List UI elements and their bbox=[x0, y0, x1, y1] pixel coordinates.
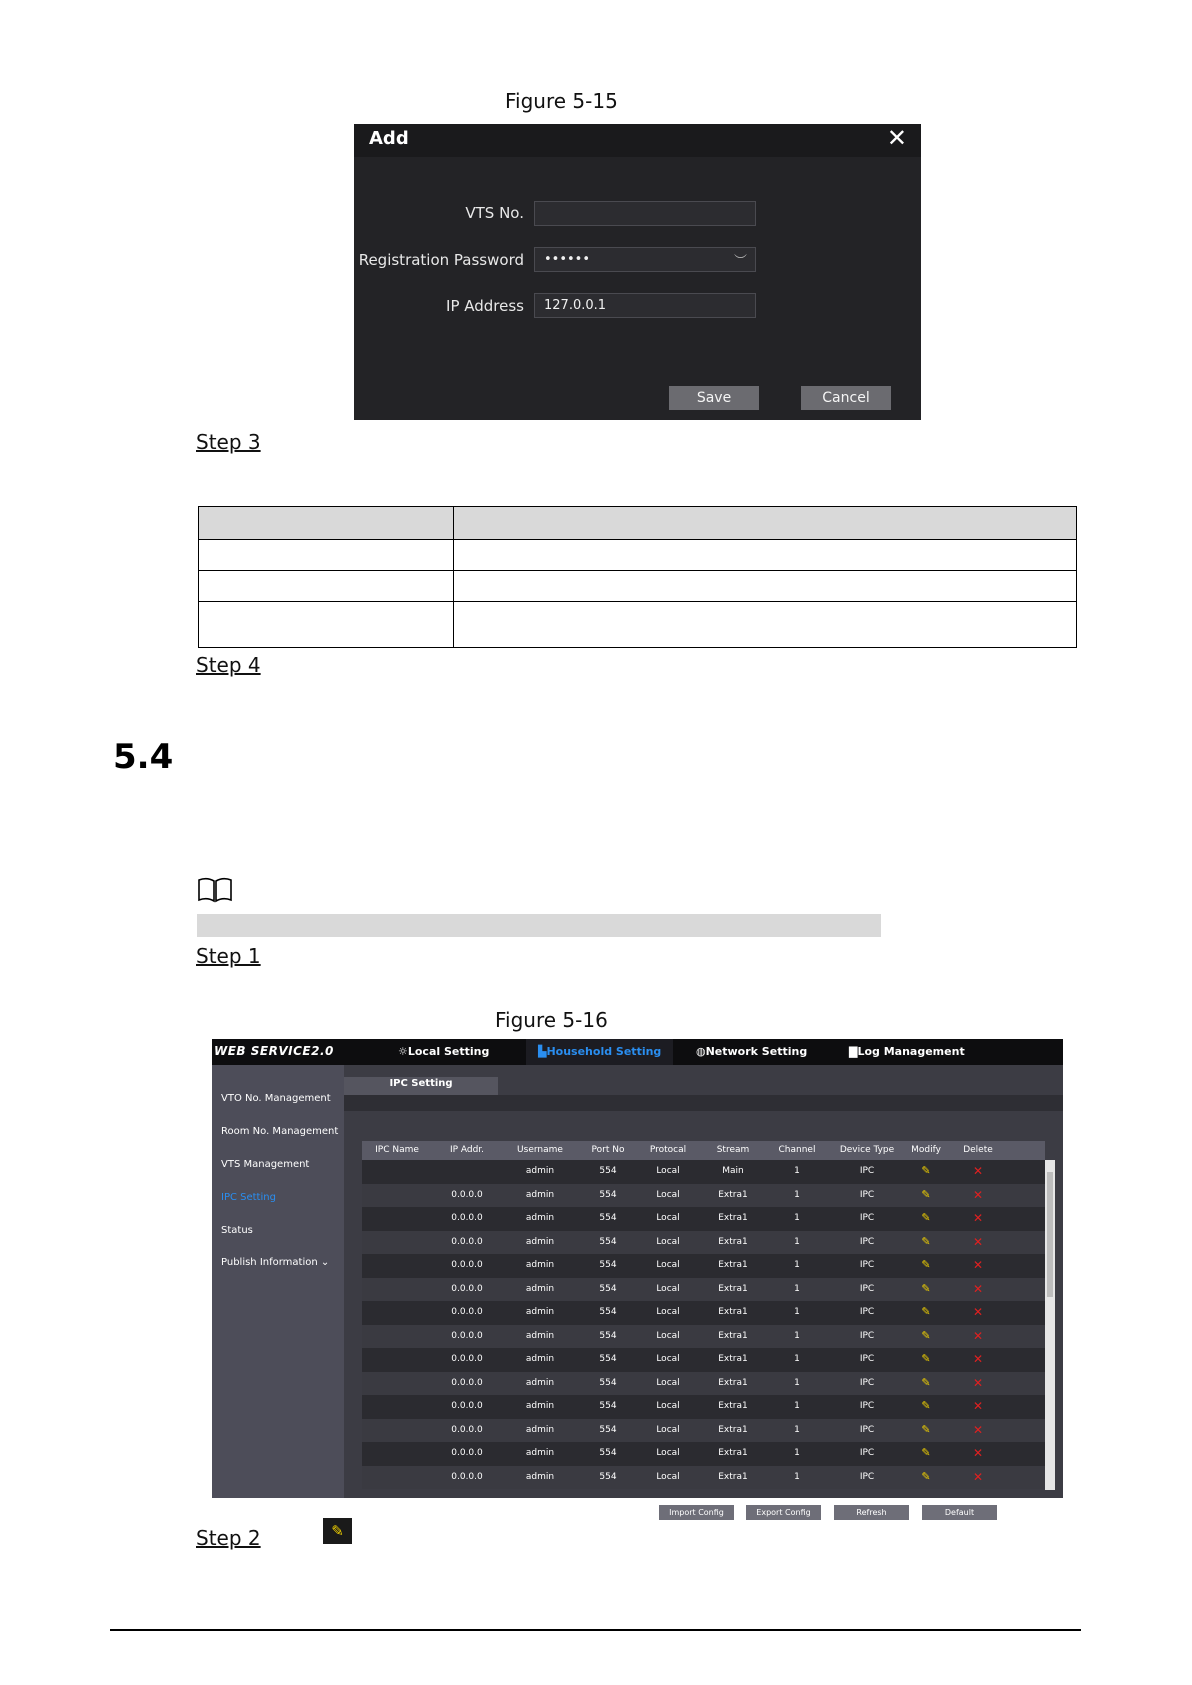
table-cell: Extra1 bbox=[718, 1213, 748, 1223]
table-cell: Local bbox=[656, 1448, 680, 1458]
nav-log-management[interactable]: ▇Log Management bbox=[849, 1045, 965, 1058]
dialog-title: Add bbox=[369, 128, 409, 149]
delete-x-icon[interactable]: ✕ bbox=[972, 1305, 984, 1319]
table-cell: 1 bbox=[794, 1166, 800, 1176]
modify-pencil-icon[interactable]: ✎ bbox=[921, 1211, 931, 1224]
table-cell: 0.0.0.0 bbox=[451, 1424, 483, 1435]
scrollbar-thumb[interactable] bbox=[1047, 1172, 1053, 1297]
modify-pencil-icon[interactable]: ✎ bbox=[921, 1446, 931, 1459]
table-cell: Extra1 bbox=[718, 1471, 748, 1482]
table-cell: 1 bbox=[794, 1189, 800, 1200]
ipc-table-body bbox=[362, 1160, 1045, 1490]
delete-x-icon[interactable]: ✕ bbox=[972, 1399, 984, 1413]
table-row[interactable] bbox=[362, 1254, 1045, 1278]
table-cell: 554 bbox=[599, 1166, 617, 1176]
vertical-scrollbar[interactable] bbox=[1045, 1160, 1055, 1490]
table-cell: admin bbox=[525, 1189, 555, 1200]
column-header: Username bbox=[517, 1145, 563, 1155]
table-cell: 0.0.0.0 bbox=[451, 1307, 483, 1317]
delete-x-icon[interactable]: ✕ bbox=[972, 1469, 984, 1484]
web-service-logo: WEB SERVICE2.0 bbox=[214, 1044, 334, 1058]
table-cell: Local bbox=[656, 1260, 680, 1270]
column-header: Channel bbox=[778, 1145, 816, 1155]
sidebar-item-publish-information[interactable]: Publish Information ⌄ bbox=[221, 1257, 330, 1268]
edit-pencil-icon: ✎ bbox=[323, 1518, 352, 1544]
table-row[interactable] bbox=[362, 1395, 1045, 1419]
top-nav-bar bbox=[212, 1039, 1063, 1065]
sidebar-item-vts-management[interactable]: VTS Management bbox=[221, 1159, 310, 1170]
table-row[interactable] bbox=[362, 1372, 1045, 1396]
table-cell: 0.0.0.0 bbox=[451, 1260, 483, 1270]
delete-x-icon[interactable]: ✕ bbox=[972, 1281, 984, 1296]
table-cell: 1 bbox=[794, 1260, 800, 1270]
sidebar-item-room-no-management[interactable]: Room No. Management bbox=[221, 1126, 339, 1137]
main-content bbox=[344, 1065, 1063, 1517]
table-cell: Extra1 bbox=[718, 1401, 748, 1411]
table-cell: IPC bbox=[859, 1166, 875, 1176]
table-cell: Local bbox=[656, 1189, 680, 1200]
table-row[interactable] bbox=[362, 1301, 1045, 1325]
table-cell: 0.0.0.0 bbox=[451, 1236, 483, 1247]
table-cell: Local bbox=[656, 1354, 680, 1364]
table-cell: Extra1 bbox=[718, 1330, 748, 1341]
refresh-button[interactable]: Refresh bbox=[834, 1505, 909, 1520]
figure-5-16-caption: Figure 5-16 bbox=[495, 1008, 608, 1032]
table-cell: Extra1 bbox=[718, 1354, 748, 1364]
table-cell: Local bbox=[656, 1330, 680, 1341]
note-shaded-bar bbox=[197, 914, 881, 937]
table-cell: 554 bbox=[599, 1189, 617, 1200]
modify-pencil-icon[interactable]: ✎ bbox=[921, 1328, 931, 1342]
step-2-label: Step 2 bbox=[196, 1526, 261, 1550]
table-cell: 1 bbox=[794, 1283, 800, 1294]
modify-pencil-icon[interactable]: ✎ bbox=[921, 1187, 931, 1201]
table-cell: IPC bbox=[859, 1424, 875, 1435]
table-row[interactable] bbox=[362, 1419, 1045, 1443]
delete-x-icon[interactable]: ✕ bbox=[972, 1164, 984, 1178]
table-cell: IPC bbox=[859, 1354, 875, 1364]
footer-rule bbox=[110, 1629, 1081, 1631]
ipc-table-header bbox=[362, 1141, 1045, 1160]
table-row[interactable] bbox=[362, 1184, 1045, 1208]
table-cell: 554 bbox=[599, 1213, 617, 1223]
table-row[interactable] bbox=[362, 1231, 1045, 1255]
table-cell: 554 bbox=[599, 1471, 617, 1482]
ip-address-input[interactable]: 127.0.0.1 bbox=[534, 293, 756, 318]
table-cell: admin bbox=[525, 1213, 555, 1223]
add-vts-dialog bbox=[354, 124, 921, 420]
delete-x-icon[interactable]: ✕ bbox=[972, 1234, 984, 1249]
table-row[interactable] bbox=[362, 1348, 1045, 1372]
modify-pencil-icon[interactable]: ✎ bbox=[921, 1352, 931, 1365]
table-cell: Extra1 bbox=[718, 1424, 748, 1435]
table-cell: admin bbox=[525, 1471, 555, 1482]
delete-x-icon[interactable]: ✕ bbox=[972, 1211, 984, 1225]
dialog-titlebar bbox=[354, 124, 921, 157]
table-cell: 554 bbox=[599, 1283, 617, 1294]
default-button[interactable]: Default bbox=[922, 1505, 997, 1520]
table-cell: IPC bbox=[859, 1189, 875, 1200]
table-cell: Extra1 bbox=[718, 1307, 748, 1317]
table-cell: IPC bbox=[859, 1401, 875, 1411]
table-cell: 1 bbox=[794, 1448, 800, 1458]
section-number: 5.4 bbox=[113, 737, 174, 777]
modify-pencil-icon[interactable]: ✎ bbox=[921, 1422, 931, 1436]
table-cell: IPC bbox=[859, 1307, 875, 1317]
column-header: Modify bbox=[911, 1145, 941, 1155]
table-cell: IPC bbox=[859, 1330, 875, 1341]
column-header: Protocal bbox=[649, 1145, 687, 1155]
web-service-screenshot bbox=[212, 1039, 1063, 1517]
table-cell: Extra1 bbox=[718, 1283, 748, 1294]
delete-x-icon[interactable]: ✕ bbox=[972, 1187, 984, 1202]
modify-pencil-icon[interactable]: ✎ bbox=[921, 1258, 931, 1271]
sidebar-item-status[interactable]: Status bbox=[221, 1225, 253, 1236]
table-cell bbox=[199, 602, 454, 648]
table-cell: admin bbox=[525, 1307, 555, 1317]
table-cell: admin bbox=[525, 1424, 555, 1435]
sidebar-item-vto-no-management[interactable]: VTO No. Management bbox=[221, 1093, 331, 1104]
table-cell bbox=[199, 571, 454, 602]
import-config-button[interactable]: Import Config bbox=[659, 1505, 734, 1520]
eye-closed-icon[interactable]: ︶ bbox=[733, 254, 747, 269]
save-button[interactable]: Save bbox=[669, 386, 759, 410]
table-row[interactable] bbox=[362, 1160, 1045, 1184]
table-cell: 554 bbox=[599, 1260, 617, 1270]
parameter-table bbox=[198, 506, 1077, 648]
table-cell: Main bbox=[722, 1166, 744, 1176]
table-cell: Local bbox=[656, 1236, 680, 1247]
table-cell: IPC bbox=[859, 1260, 875, 1270]
table-cell: IPC bbox=[859, 1283, 875, 1294]
table-cell: Extra1 bbox=[718, 1260, 748, 1270]
table-cell: IPC bbox=[859, 1236, 875, 1247]
table-cell: Local bbox=[656, 1401, 680, 1411]
delete-x-icon[interactable]: ✕ bbox=[972, 1422, 984, 1437]
sidebar bbox=[212, 1065, 344, 1498]
table-cell: Extra1 bbox=[718, 1377, 748, 1388]
table-cell: 0.0.0.0 bbox=[451, 1283, 483, 1294]
table-cell: admin bbox=[525, 1377, 555, 1388]
table-header-cell bbox=[199, 507, 454, 540]
table-cell: Local bbox=[656, 1307, 680, 1317]
nav-household-setting[interactable]: ▙Household Setting bbox=[526, 1039, 673, 1065]
table-cell: 1 bbox=[794, 1377, 800, 1388]
table-cell: admin bbox=[525, 1448, 555, 1458]
table-cell: 0.0.0.0 bbox=[451, 1330, 483, 1341]
table-cell: 1 bbox=[794, 1330, 800, 1341]
delete-x-icon[interactable]: ✕ bbox=[972, 1258, 984, 1272]
table-cell: Local bbox=[656, 1471, 680, 1482]
nav-network-setting[interactable]: ◍Network Setting bbox=[696, 1045, 808, 1058]
table-cell: Local bbox=[656, 1424, 680, 1435]
registration-password-input[interactable] bbox=[534, 247, 756, 272]
table-cell: Extra1 bbox=[718, 1189, 748, 1200]
table-cell: 1 bbox=[794, 1354, 800, 1364]
vts-no-input[interactable] bbox=[534, 201, 756, 226]
table-row[interactable] bbox=[362, 1278, 1045, 1302]
table-cell: 554 bbox=[599, 1401, 617, 1411]
table-cell: 0.0.0.0 bbox=[451, 1401, 483, 1411]
table-cell: 554 bbox=[599, 1307, 617, 1317]
table-cell bbox=[454, 602, 1077, 648]
table-cell: Extra1 bbox=[718, 1448, 748, 1458]
step-1-label: Step 1 bbox=[196, 944, 261, 968]
delete-x-icon[interactable]: ✕ bbox=[972, 1328, 984, 1343]
table-cell bbox=[454, 571, 1077, 602]
table-cell: 1 bbox=[794, 1424, 800, 1435]
modify-pencil-icon[interactable]: ✎ bbox=[921, 1281, 931, 1295]
password-value: •••••• bbox=[544, 252, 591, 267]
tab-ipc-setting[interactable]: IPC Setting bbox=[344, 1077, 498, 1095]
column-header: IP Addr. bbox=[449, 1145, 485, 1155]
column-header: Device Type bbox=[839, 1145, 895, 1155]
table-cell: 0.0.0.0 bbox=[451, 1189, 483, 1200]
table-cell: 0.0.0.0 bbox=[451, 1471, 483, 1482]
table-cell: Local bbox=[656, 1377, 680, 1388]
table-row[interactable] bbox=[362, 1466, 1045, 1490]
column-header: Port No bbox=[591, 1145, 625, 1155]
close-icon[interactable]: ✕ bbox=[886, 124, 907, 152]
table-cell: admin bbox=[525, 1354, 555, 1364]
table-cell: Local bbox=[656, 1213, 680, 1223]
table-cell: 1 bbox=[794, 1401, 800, 1411]
book-note-icon bbox=[197, 876, 233, 904]
table-cell: IPC bbox=[859, 1377, 875, 1388]
subtab-strip bbox=[344, 1095, 1063, 1111]
table-cell: 0.0.0.0 bbox=[451, 1448, 483, 1458]
table-cell: 554 bbox=[599, 1377, 617, 1388]
table-cell: 554 bbox=[599, 1424, 617, 1435]
delete-x-icon[interactable]: ✕ bbox=[972, 1375, 984, 1390]
table-header-cell bbox=[454, 507, 1077, 540]
table-cell: admin bbox=[525, 1330, 555, 1341]
table-cell: 1 bbox=[794, 1213, 800, 1223]
modify-pencil-icon[interactable]: ✎ bbox=[921, 1164, 931, 1177]
table-row[interactable] bbox=[362, 1207, 1045, 1231]
delete-x-icon[interactable]: ✕ bbox=[972, 1352, 984, 1366]
table-cell: Local bbox=[656, 1283, 680, 1294]
step-3-label: Step 3 bbox=[196, 430, 261, 454]
registration-password-label: Registration Password bbox=[358, 251, 524, 269]
table-cell: 1 bbox=[794, 1236, 800, 1247]
table-cell: IPC bbox=[859, 1448, 875, 1458]
table-row[interactable] bbox=[362, 1325, 1045, 1349]
table-cell: admin bbox=[525, 1166, 555, 1176]
table-cell: 554 bbox=[599, 1330, 617, 1341]
table-cell: 554 bbox=[599, 1354, 617, 1364]
modify-pencil-icon[interactable]: ✎ bbox=[921, 1469, 931, 1483]
table-cell: Local bbox=[656, 1166, 680, 1176]
table-cell: IPC bbox=[859, 1471, 875, 1482]
table-cell: 0.0.0.0 bbox=[451, 1354, 483, 1364]
table-cell: Extra1 bbox=[718, 1236, 748, 1247]
table-cell bbox=[199, 540, 454, 571]
modify-pencil-icon[interactable]: ✎ bbox=[921, 1375, 931, 1389]
column-header: Delete bbox=[963, 1145, 993, 1155]
column-header: IPC Name bbox=[375, 1145, 419, 1155]
modify-pencil-icon[interactable]: ✎ bbox=[921, 1234, 931, 1248]
table-cell: admin bbox=[525, 1283, 555, 1294]
table-cell: admin bbox=[525, 1260, 555, 1270]
table-cell: IPC bbox=[859, 1213, 875, 1223]
modify-pencil-icon[interactable]: ✎ bbox=[921, 1399, 931, 1412]
delete-x-icon[interactable]: ✕ bbox=[972, 1446, 984, 1460]
figure-5-15-caption: Figure 5-15 bbox=[505, 89, 618, 113]
table-cell: 554 bbox=[599, 1236, 617, 1247]
table-cell: 554 bbox=[599, 1448, 617, 1458]
table-cell: admin bbox=[525, 1401, 555, 1411]
table-cell: 1 bbox=[794, 1307, 800, 1317]
cancel-button[interactable]: Cancel bbox=[801, 386, 891, 410]
table-row[interactable] bbox=[362, 1442, 1045, 1466]
table-cell bbox=[454, 540, 1077, 571]
sidebar-item-ipc-setting[interactable]: IPC Setting bbox=[221, 1192, 276, 1203]
ip-address-label: IP Address bbox=[446, 297, 524, 315]
vts-no-label: VTS No. bbox=[465, 204, 524, 222]
modify-pencil-icon[interactable]: ✎ bbox=[921, 1305, 931, 1318]
table-cell: 0.0.0.0 bbox=[451, 1377, 483, 1388]
table-cell: 0.0.0.0 bbox=[451, 1213, 483, 1223]
table-cell: 1 bbox=[794, 1471, 800, 1482]
nav-local-setting[interactable]: ☼Local Setting bbox=[398, 1045, 490, 1058]
column-header: Stream bbox=[716, 1145, 750, 1155]
export-config-button[interactable]: Export Config bbox=[746, 1505, 821, 1520]
step-4-label: Step 4 bbox=[196, 653, 261, 677]
table-cell: admin bbox=[525, 1236, 555, 1247]
